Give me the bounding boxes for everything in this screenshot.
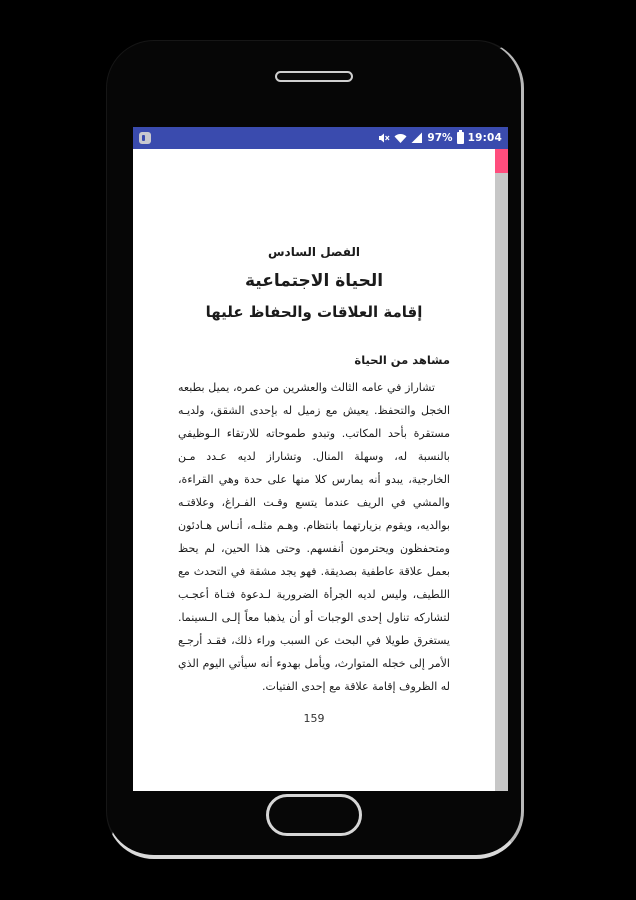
body-text-line: له الظروف إقامة علاقة مع إحدى الفتيات.: [262, 680, 450, 693]
body-text-line: اللطيف، وليس لديه الجرأة الضرورية لـدعوة فتـاة أعجـب: [178, 588, 450, 601]
chapter-title: الحياة الاجتماعية: [244, 271, 384, 291]
body-text-line: بوالديه، ويقوم بزيارتهما بانتظام. وهـم مثلـه، أنـاس هـادئون: [178, 519, 450, 532]
scrollbar-track[interactable]: [495, 149, 508, 791]
status-bar: [133, 127, 508, 149]
body-text-line: ومتحفظون ويحترمون أنفسهم. وحتى هذا الحين، لم يحظ: [178, 542, 450, 555]
notification-icon: [139, 132, 151, 144]
body-text-line: لتشاركه تناول إحدى الوجبات أو أن يذهبا معاً إلـى الـسينما.: [178, 611, 450, 624]
book-page[interactable]: [133, 149, 495, 791]
body-text: [178, 376, 450, 698]
battery-icon: [457, 132, 464, 144]
chapter-label: الفصل السادس: [267, 245, 361, 259]
body-text-line: والمشي في الريف عندما يتسع وقـت الفـراغ، وعلاقتـه: [178, 496, 450, 509]
body-text-line: مستقرة بأحد المكاتب. وتبدو طموحاته للارتقاء الـوظيفي: [178, 427, 450, 440]
phone-frame: [106, 40, 524, 859]
chapter-subtitle: إقامة العلاقات والحفاظ عليها: [205, 303, 423, 321]
body-text-line: الخجل والتحفظ. يعيش مع زميل له بإحدى الشقق، ولديـه: [178, 404, 450, 417]
signal-icon: [411, 132, 423, 144]
body-text-line: الأمر إلى خجله المتوارث، ويأمل بهدوء أنه سيأتي اليوم الذي: [178, 657, 450, 670]
home-button[interactable]: [266, 794, 362, 836]
battery-percent-label: 97%: [427, 132, 453, 144]
speaker-grille: [275, 71, 353, 82]
mute-icon: [378, 132, 390, 144]
body-text-line: الخارجية، يبدو أنه يمارس كلا منها على حدة وهي القراءة،: [178, 473, 450, 486]
page-number: 159: [303, 712, 325, 725]
body-text-line: تشاراز في عامه الثالث والعشرين من عمره، يميل بطبعه: [178, 381, 435, 394]
scrollbar-thumb[interactable]: [495, 149, 508, 173]
section-heading: مشاهد من الحياة: [354, 353, 450, 367]
body-text-line: بالنسبة له، وسهلة المنال. وتشاراز لديه عـدد مـن: [178, 450, 450, 463]
clock-label: 19:04: [467, 132, 502, 144]
body-text-line: يستغرق طويلا في البحث عن السبب وراء ذلك، فقـد أرجـع: [178, 634, 450, 647]
phone-screen: [133, 127, 508, 791]
wifi-icon: [394, 132, 407, 144]
body-text-line: بعمل علاقة عاطفية بصديقة. فهو يجد مشقة في التحدث مع: [178, 565, 450, 578]
